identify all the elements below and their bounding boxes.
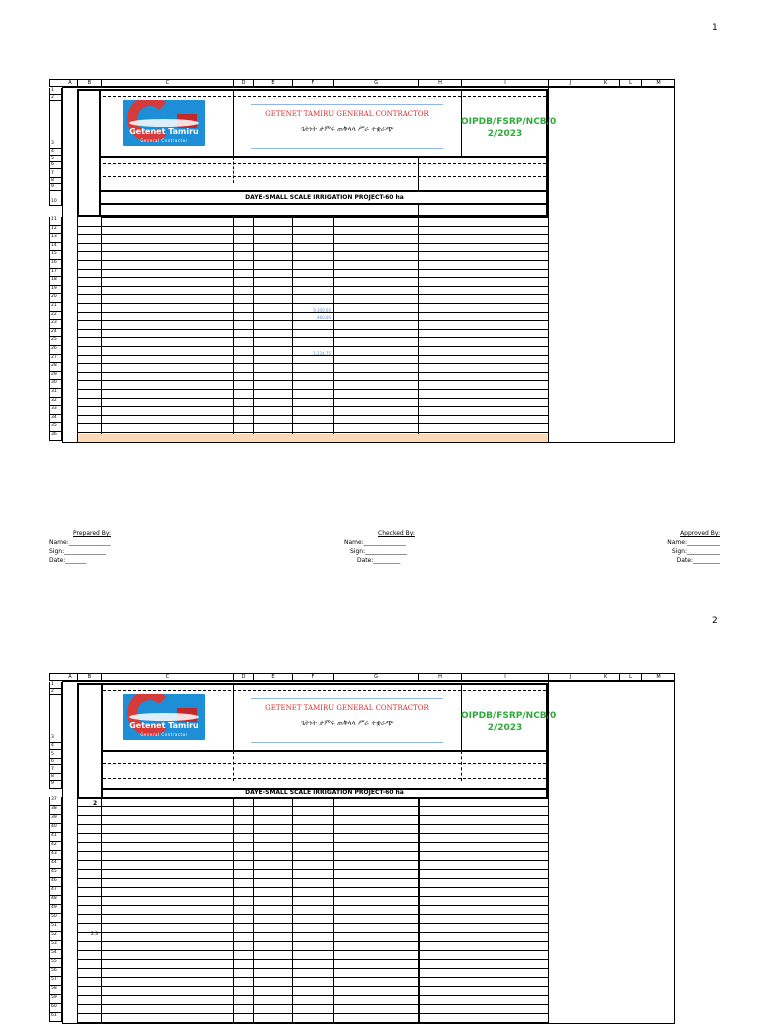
company-name-amharic: ጌትነት ታምሩ ጠቅላላ ሥራ ተቋራጭ xyxy=(300,719,393,727)
row-number[interactable]: 40 xyxy=(49,824,62,833)
row-line xyxy=(77,824,548,825)
row-number[interactable]: 44 xyxy=(49,860,62,869)
approved-by-title: Approved By: xyxy=(680,530,720,537)
reference-line-2: 2/2023 xyxy=(487,723,523,733)
column-header[interactable]: G xyxy=(334,674,419,681)
row-number[interactable]: 4 xyxy=(49,743,62,750)
row-line xyxy=(77,887,548,888)
row-number[interactable]: 49 xyxy=(49,905,62,914)
checked-by-sign: Sign:______________ xyxy=(350,548,408,555)
col-line xyxy=(292,797,293,1024)
row-number[interactable]: 36 xyxy=(49,432,62,441)
dashed-line xyxy=(103,763,546,764)
cell-value[interactable]: 9,300.00 xyxy=(313,308,331,313)
row-number[interactable]: 26 xyxy=(49,346,62,355)
dashed-line xyxy=(103,96,546,97)
col-line xyxy=(233,797,234,1024)
row-line xyxy=(77,842,548,843)
row-number[interactable]: 51 xyxy=(49,923,62,932)
dashed-divider xyxy=(233,157,234,183)
row-line xyxy=(77,234,548,235)
dashed-line xyxy=(103,176,546,177)
row-number[interactable]: 35 xyxy=(49,423,62,432)
row-line xyxy=(77,815,548,816)
cell-divider xyxy=(101,156,548,158)
row-number[interactable]: 55 xyxy=(49,959,62,968)
row-line xyxy=(77,896,548,897)
row-line xyxy=(77,294,548,295)
logo-wave-icon xyxy=(129,119,199,127)
row-line xyxy=(77,432,548,433)
row-line xyxy=(77,806,548,807)
row-line xyxy=(77,950,548,951)
row-number[interactable]: 12 xyxy=(49,226,62,235)
row-line xyxy=(77,959,548,960)
row-number[interactable]: 33 xyxy=(49,406,62,415)
row-line xyxy=(77,226,548,227)
row-number[interactable]: 9 xyxy=(49,781,62,789)
row-line xyxy=(77,932,548,933)
row-number[interactable]: 15 xyxy=(49,251,62,260)
cell-value[interactable]: 460.00 xyxy=(317,315,331,320)
row-line xyxy=(77,303,548,304)
row-line xyxy=(77,941,548,942)
row-number[interactable]: 42 xyxy=(49,842,62,851)
row-number[interactable]: 20 xyxy=(49,294,62,303)
row-number[interactable]: 7 xyxy=(49,169,62,178)
cell-divider xyxy=(101,750,548,752)
row-number[interactable]: 54 xyxy=(49,950,62,959)
row-number[interactable]: 46 xyxy=(49,878,62,887)
column-header[interactable]: K xyxy=(592,80,620,87)
item-number[interactable]: 2 xyxy=(93,800,98,807)
checked-by-name: Name:______________ xyxy=(344,539,406,546)
logo-name: Getenet Tamiru xyxy=(129,721,199,730)
reference-number xyxy=(461,116,557,140)
row-number[interactable]: 3 xyxy=(49,695,62,743)
row-line xyxy=(77,286,548,287)
row-number[interactable]: 31 xyxy=(49,389,62,398)
row-line xyxy=(77,372,548,373)
row-number[interactable]: 3 xyxy=(49,101,62,149)
row-line xyxy=(77,329,548,330)
row-number[interactable]: 52 xyxy=(49,932,62,941)
column-header[interactable]: I xyxy=(462,80,549,87)
row-number[interactable]: 2 xyxy=(49,689,62,696)
logo-subtitle: General Contractor xyxy=(140,732,188,737)
row-line xyxy=(77,833,548,834)
column-header[interactable]: C xyxy=(102,80,234,87)
row-line xyxy=(77,423,548,424)
column-header[interactable]: B xyxy=(78,674,102,681)
project-title: DAYE-SMALL SCALE IRRIGATION PROJECT-60 ha xyxy=(245,789,404,796)
row-number[interactable]: 58 xyxy=(49,986,62,995)
row-line xyxy=(77,923,548,924)
row-line xyxy=(77,1004,548,1005)
row-number[interactable]: 60 xyxy=(49,1004,62,1013)
row-number[interactable]: 30 xyxy=(49,380,62,389)
company-logo xyxy=(123,694,205,740)
accent-line xyxy=(251,104,443,105)
row-line xyxy=(77,851,548,852)
row-number[interactable]: 1 xyxy=(49,88,62,95)
row-line xyxy=(77,878,548,879)
approved-by-name: Name:___________ xyxy=(667,539,720,546)
row-number[interactable]: 27 xyxy=(49,355,62,364)
row-line xyxy=(77,363,548,364)
column-header[interactable]: K xyxy=(592,674,620,681)
row-number[interactable]: 9 xyxy=(49,184,62,191)
cell-divider xyxy=(233,89,234,156)
row-number[interactable]: 2 xyxy=(49,95,62,102)
sheet-page-2 xyxy=(49,673,675,1024)
row-number[interactable]: 34 xyxy=(49,415,62,424)
approved-by-block xyxy=(653,529,720,565)
row-number[interactable]: 6 xyxy=(49,759,62,766)
reference-number xyxy=(461,710,557,734)
row-line xyxy=(77,320,548,321)
row-number[interactable]: 28 xyxy=(49,363,62,372)
column-header-row xyxy=(49,79,675,87)
dashed-line xyxy=(103,778,546,779)
col-line xyxy=(418,797,420,1024)
column-header[interactable]: H xyxy=(419,80,462,87)
row-number[interactable]: 13 xyxy=(49,234,62,243)
row-line xyxy=(77,914,548,915)
row-number[interactable]: 50 xyxy=(49,914,62,923)
column-header[interactable]: I xyxy=(462,674,549,681)
checked-by-block xyxy=(344,529,415,565)
dashed-divider xyxy=(233,751,234,781)
row-line xyxy=(77,968,548,969)
row-line xyxy=(77,389,548,390)
column-header[interactable]: E xyxy=(254,80,293,87)
row-line xyxy=(77,986,548,987)
row-number[interactable]: 16 xyxy=(49,260,62,269)
row-line xyxy=(77,251,548,252)
row-number[interactable]: 5 xyxy=(49,750,62,759)
accent-line xyxy=(251,742,443,743)
cell-value[interactable]: 1,224.75 xyxy=(313,351,331,356)
row-number[interactable]: 8 xyxy=(49,178,62,185)
row-number[interactable]: 45 xyxy=(49,869,62,878)
row-number[interactable]: 38 xyxy=(49,806,62,815)
cell-divider xyxy=(77,797,548,799)
row-number[interactable]: 24 xyxy=(49,329,62,338)
highlighted-row xyxy=(78,434,548,442)
row-line xyxy=(77,1013,548,1014)
row-number[interactable]: 53 xyxy=(49,941,62,950)
column-header[interactable]: J xyxy=(569,80,572,86)
row-number[interactable]: 29 xyxy=(49,372,62,381)
logo-subtitle: General Contractor xyxy=(140,138,188,143)
column-header[interactable]: M xyxy=(656,80,661,86)
row-line xyxy=(77,869,548,870)
accent-line xyxy=(251,698,443,699)
column-header[interactable]: A xyxy=(63,80,78,87)
row-line xyxy=(77,905,548,906)
logo-wave-icon xyxy=(129,713,199,721)
reference-line-1: OIPDB/FSRP/NCB/0 xyxy=(461,117,557,127)
column-header[interactable]: F xyxy=(293,80,334,87)
row-number[interactable]: 8 xyxy=(49,774,62,781)
row-line xyxy=(77,398,548,399)
row-number[interactable]: 18 xyxy=(49,277,62,286)
checked-by-date: Date:_________ xyxy=(357,557,401,564)
row-number[interactable]: 61 xyxy=(49,1013,62,1022)
checked-by-title: Checked By: xyxy=(378,530,415,537)
row-number[interactable]: 59 xyxy=(49,995,62,1004)
row-line xyxy=(77,995,548,996)
prepared-by-title: Prepared By: xyxy=(73,530,112,537)
column-header[interactable]: G xyxy=(334,80,419,87)
row-number[interactable]: 14 xyxy=(49,243,62,252)
prepared-by-block xyxy=(49,529,111,565)
column-header[interactable]: L xyxy=(620,80,642,87)
row-number[interactable]: 6 xyxy=(49,162,62,169)
cell-divider xyxy=(101,217,548,218)
approved-by-date: Date:_________ xyxy=(676,557,720,564)
page-number: 1 xyxy=(712,23,718,33)
cell-divider xyxy=(101,190,548,192)
company-name-english: GETENET TAMIRU GENERAL CONTRACTOR xyxy=(265,110,429,118)
row-number[interactable]: 47 xyxy=(49,887,62,896)
row-number[interactable]: 48 xyxy=(49,896,62,905)
row-number[interactable]: 25 xyxy=(49,337,62,346)
row-line xyxy=(77,1022,548,1023)
company-name-english: GETENET TAMIRU GENERAL CONTRACTOR xyxy=(265,704,429,712)
col-line xyxy=(548,681,549,1024)
row-line xyxy=(77,337,548,338)
sub-item-number[interactable]: 2.3 xyxy=(91,932,99,937)
row-line xyxy=(77,269,548,270)
col-line xyxy=(101,797,102,1024)
column-b-divider xyxy=(101,683,103,797)
row-number[interactable]: 41 xyxy=(49,833,62,842)
row-number[interactable]: 37 xyxy=(49,797,62,806)
row-number[interactable]: 56 xyxy=(49,968,62,977)
prepared-by-date: Date:_______ xyxy=(49,557,87,564)
approved-by-sign: Sign:___________ xyxy=(671,548,720,555)
page-number: 2 xyxy=(712,616,718,626)
company-name-amharic: ጌትነት ታምሩ ጠቅላላ ሥራ ተቋራጭ xyxy=(300,125,393,133)
row-number[interactable]: 7 xyxy=(49,765,62,774)
row-line xyxy=(77,346,548,347)
cell-divider xyxy=(101,203,548,205)
column-header[interactable]: F xyxy=(293,674,334,681)
row-number[interactable]: 17 xyxy=(49,269,62,278)
row-number[interactable]: 11 xyxy=(49,217,62,226)
row-number[interactable]: 5 xyxy=(49,156,62,163)
row-number[interactable]: 43 xyxy=(49,851,62,860)
col-line xyxy=(333,797,334,1024)
column-header[interactable]: M xyxy=(656,674,661,680)
column-header[interactable]: C xyxy=(102,674,234,681)
col-line xyxy=(77,797,78,1024)
column-header[interactable]: B xyxy=(78,80,102,87)
cell-divider xyxy=(233,683,234,750)
row-line xyxy=(77,380,548,381)
column-header[interactable]: L xyxy=(620,674,642,681)
row-number[interactable]: 19 xyxy=(49,286,62,295)
reference-line-2: 2/2023 xyxy=(487,129,523,139)
row-number[interactable]: 39 xyxy=(49,815,62,824)
row-number[interactable]: 22 xyxy=(49,312,62,321)
row-number[interactable]: 1 xyxy=(49,682,62,689)
col-line xyxy=(548,87,549,443)
accent-line xyxy=(251,148,443,149)
row-number[interactable]: 23 xyxy=(49,320,62,329)
row-line xyxy=(77,977,548,978)
column-header[interactable]: D xyxy=(234,80,254,87)
row-number[interactable]: 32 xyxy=(49,398,62,407)
project-title: DAYE-SMALL SCALE IRRIGATION PROJECT-60 ha xyxy=(245,194,404,201)
column-header[interactable]: E xyxy=(254,674,293,681)
company-logo xyxy=(123,100,205,146)
row-line xyxy=(77,406,548,407)
dashed-line xyxy=(103,690,546,691)
row-line xyxy=(77,243,548,244)
column-header[interactable]: J xyxy=(569,674,572,680)
row-line xyxy=(77,260,548,261)
prepared-by-name: Name:______________ xyxy=(49,539,111,546)
row-line xyxy=(77,415,548,416)
column-b-divider xyxy=(77,89,101,217)
row-number[interactable]: 57 xyxy=(49,977,62,986)
cell-divider xyxy=(418,156,419,191)
column-header[interactable]: A xyxy=(63,674,78,681)
col-line xyxy=(253,797,254,1024)
reference-line-1: OIPDB/FSRP/NCB/0 xyxy=(461,711,557,721)
dashed-line xyxy=(103,163,546,164)
logo-name: Getenet Tamiru xyxy=(129,127,199,136)
column-header[interactable]: D xyxy=(234,674,254,681)
column-header-row xyxy=(49,673,675,681)
sheet-page-1 xyxy=(49,79,675,443)
row-line xyxy=(77,277,548,278)
row-line xyxy=(77,860,548,861)
row-number[interactable]: 10 xyxy=(49,191,62,206)
row-number[interactable]: 21 xyxy=(49,303,62,312)
column-header[interactable]: H xyxy=(419,674,462,681)
dashed-divider xyxy=(461,751,462,781)
row-number[interactable]: 4 xyxy=(49,149,62,156)
prepared-by-sign: Sign:______________ xyxy=(49,548,107,555)
